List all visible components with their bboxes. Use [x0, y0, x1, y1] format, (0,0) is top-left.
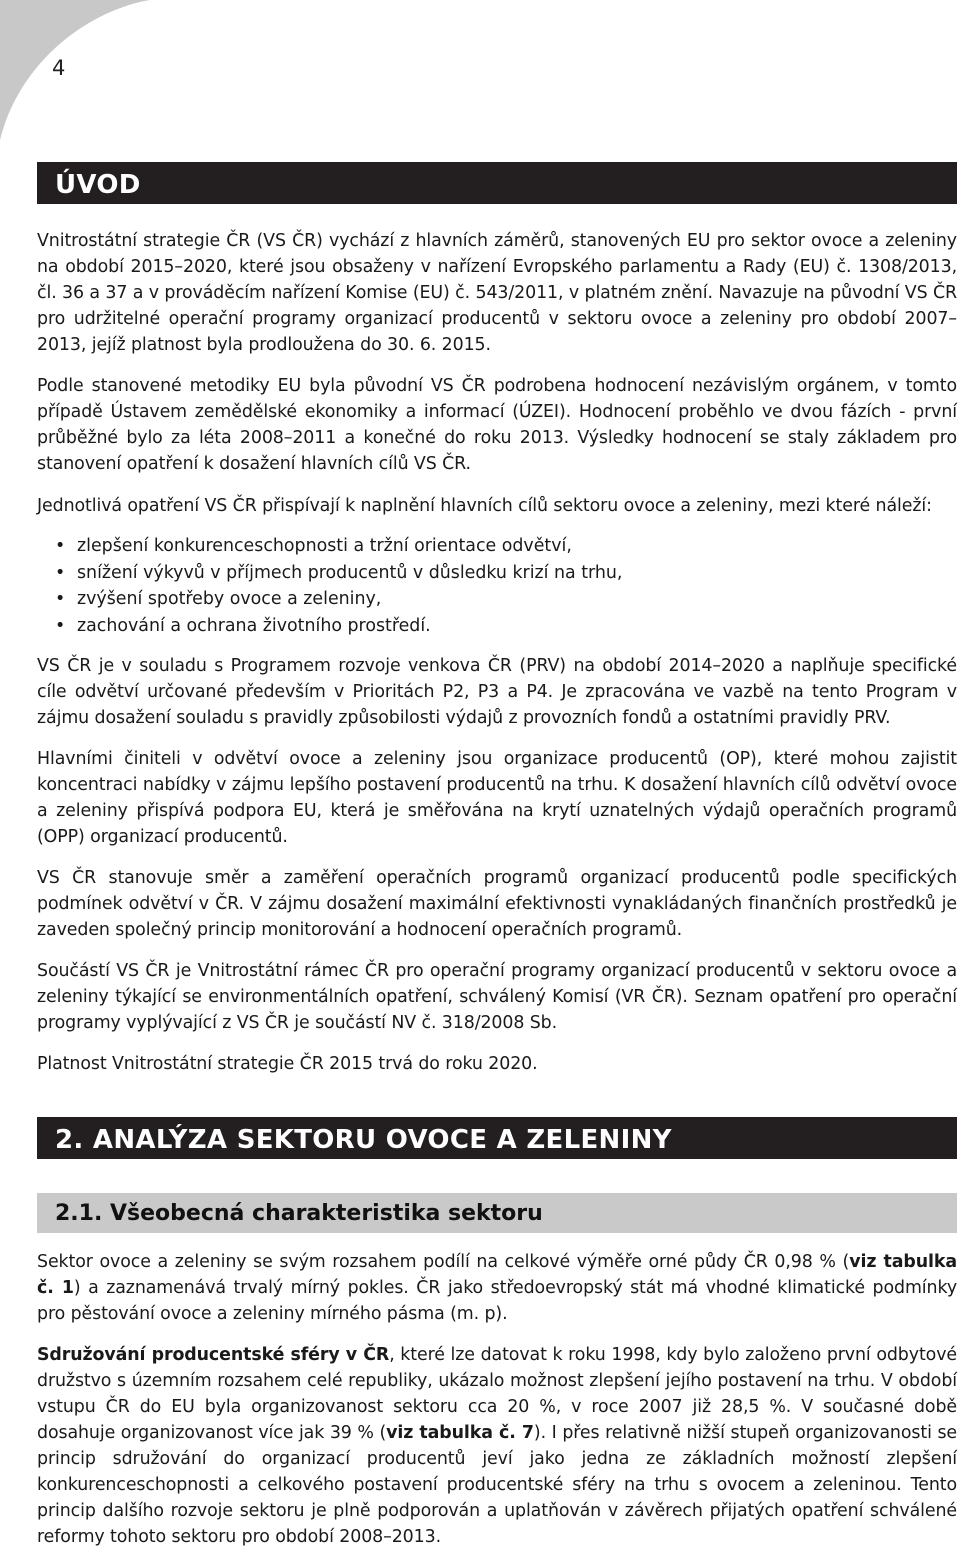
- section-2-1-paragraph-1: Sektor ovoce a zeleniny se svým rozsahem podílí na celkové výměře orné půdy ČR 0,98 % (viz tabulka č. 1) a zaznamenává trvalý mírný pokles. ČR jako středoevropský stát má vhodné klimatické podmínky pro pěstování ovoce a zeleniny mírného pásma (m. p).: [37, 1252, 958, 1324]
- bullet-icon: •: [55, 562, 66, 583]
- intro-paragraph-6: VS ČR stanovuje směr a zaměření operačních programů organizací producentů podle specifických podmínek odvětví v ČR. V zájmu dosažení maximální efektivnosti vynakládaných finančních prostředků je zaveden společný princip monitorování a hodnocení operačních programů.: [37, 868, 957, 940]
- section-2-heading: 2. ANALÝZA SEKTORU OVOCE A ZELENINY: [37, 1117, 957, 1159]
- bullet-icon: •: [55, 536, 66, 556]
- bold-lead: Sdružování producentské sféry v ČR: [37, 1345, 390, 1365]
- page-content: [37, 162, 957, 1550]
- intro-paragraph-8: Platnost Vnitrostátní strategie ČR 2015 trvá do roku 2020.: [37, 1054, 538, 1074]
- goals-list: [37, 533, 957, 639]
- intro-paragraph-1: Vnitrostátní strategie ČR (VS ČR) vychází z hlavních záměrů, stanovených EU pro sektor ovoce a zeleniny na období 2015–2020, které jsou obsaženy v nařízení Evropského parlamentu a Rady (EU) č. 1308/2013, čl. 36 a 37 a v prováděcím nařízení Komise (EU) č. 543/2011, v platném znění. Navazuje na původní VS ČR pro udržitelné operační programy organizací producentů v sektoru ovoce a zeleniny pro období 2007–2013, jejíž platnost byla prodloužena do 30. 6. 2015.: [37, 231, 957, 355]
- intro-paragraph-4: VS ČR je v souladu s Programem rozvoje venkova ČR (PRV) na období 2014–2020 a naplňuje specifické cíle odvětví určované především v Prioritách P2, P3 a P4. Je zpracována ve vazbě na tento Program v zájmu dosažení souladu s pravidly způsobilosti výdajů z provozních fondů a ostatními pravidly PRV.: [37, 656, 957, 728]
- page-corner-shape: [0, 0, 150, 140]
- intro-paragraph-7: Součástí VS ČR je Vnitrostátní rámec ČR pro operační programy organizací producentů v sektoru ovoce a zeleniny týkající se environmentálních opatření, schválený Komisí (VR ČR). Seznam opatření pro operační programy vyplývající z VS ČR je součástí NV č. 318/2008 Sb.: [37, 961, 957, 1033]
- list-item: • zlepšení konkurenceschopnosti a tržní orientace odvětví,: [37, 533, 957, 560]
- bullet-icon: •: [55, 589, 66, 609]
- page-number: 4: [52, 56, 66, 80]
- intro-paragraph-3: Jednotlivá opatření VS ČR přispívají k naplnění hlavních cílů sektoru ovoce a zeleniny, mezi které náleží:: [37, 496, 932, 516]
- intro-heading: ÚVOD: [37, 162, 957, 204]
- list-item: • snížení výkyvů v příjmech producentů v důsledku krizí na trhu,: [37, 560, 957, 587]
- bullet-icon: •: [55, 615, 66, 636]
- list-item: • zvýšení spotřeby ovoce a zeleniny,: [37, 586, 957, 613]
- table-reference: viz tabulka č. 7: [386, 1423, 534, 1443]
- table-reference: viz tabulka č. 1: [37, 1252, 957, 1298]
- section-2-1-heading: 2.1. Všeobecná charakteristika sektoru: [37, 1193, 957, 1233]
- intro-paragraph-5: Hlavními činiteli v odvětví ovoce a zeleniny jsou organizace producentů (OP), které mohou zajistit koncentraci nabídky v zájmu lepšího postavení producentů na trhu. K dosažení hlavních cílů odvětví ovoce a zeleniny přispívá podpora EU, která je směřována na krytí uznatelných výdajů operačních programů (OPP) organizací producentů.: [37, 749, 957, 847]
- section-2-1-paragraph-2: Sdružování producentské sféry v ČR, které lze datovat k roku 1998, kdy bylo založeno první odbytové družstvo s územním rozsahem celé republiky, ukázalo možnost zlepšení jejího postavení na trhu. V období vstupu ČR do EU byla organizovanost sektoru cca 20 %, v roce 2007 již 28,5 %. V současné době dosahuje organizovanost více jak 39 % (viz tabulka č. 7). I přes relativně nižší stupeň organizovanosti se princip sdružování do organizací producentů jeví jako jedna ze základních možností zlepšení konkurenceschopnosti a celkového postavení producentské sféry na trhu s ovocem a zeleninou. Tento princip dalšího rozvoje sektoru je plně podporován a uplatňován v závěrech přijatých opatření schválené reformy tohoto sektoru pro období 2008–2013.: [37, 1345, 957, 1547]
- intro-paragraph-2: Podle stanovené metodiky EU byla původní VS ČR podrobena hodnocení nezávislým orgánem, v tomto případě Ústavem zemědělské ekonomiky a informací (ÚZEI). Hodnocení proběhlo ve dvou fázích - první průběžné bylo za léta 2008–2011 a konečné do roku 2013. Výsledky hodnocení se staly základem pro stanovení opatření k dosažení hlavních cílů VS ČR.: [37, 376, 957, 474]
- list-item: • zachování a ochrana životního prostředí.: [37, 613, 957, 640]
